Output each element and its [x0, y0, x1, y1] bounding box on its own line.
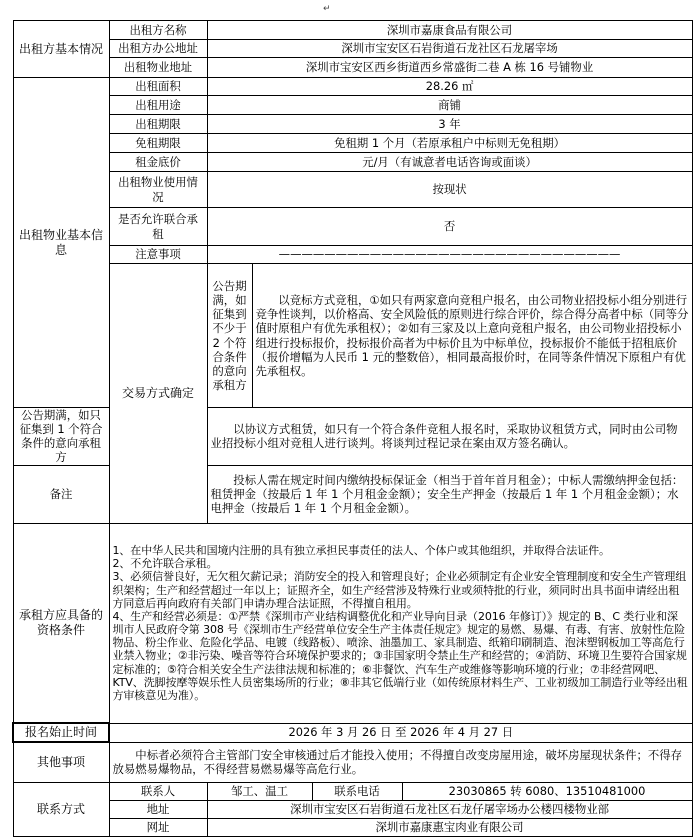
paragraph-mark: ↵ — [323, 4, 331, 14]
section-property-info: 出租物业基本信息 — [13, 78, 109, 408]
other-matters-label: 其他事项 — [13, 742, 109, 782]
contact-person-label: 联系人 — [109, 782, 207, 800]
base-rent-value: 元/月（有诚意者电话咨询或面谈） — [207, 153, 692, 172]
notes-value: —————————————————————————————— — [207, 246, 692, 264]
section-transaction-method: 交易方式确定 — [109, 264, 207, 524]
term-value: 3 年 — [207, 115, 692, 134]
usage-status-value: 按现状 — [207, 172, 692, 208]
notes-label: 注意事项 — [109, 246, 207, 264]
contact-address-value: 深圳市宝安区石岩街道石龙社区石龙仔屠宰场办公楼四楼物业部 — [207, 800, 692, 818]
rent-free-value: 免租期 1 个月（若原承租户中标则无免租期） — [207, 134, 692, 153]
public-bid-single-label: 公告期满，如只征集到 1 个符合条件的意向承租方 — [13, 408, 109, 466]
usage-value: 商铺 — [207, 96, 692, 115]
registration-period-label: 报名始止时间 — [13, 723, 109, 742]
public-bid-multi-text: 以竞标方式竞租，①如只有两家意向竞租户报名，由公司物业招投标小组分别进行竞争性谈判，以价格高、安全风险低的原则进行综合评价，综合得分高者中标（同等分值时原租户有优先承租权）；②如有三家及以上意向竞租户报名，由公司物业招投标小组进行投标报价，投标报价高者为中标价且为中标单位，投标报价不能低于招租底价（报价增幅为人民币 1 元的整数倍），相同最高报价时，在同等条件情况下原租户有优先承租权。 — [252, 264, 692, 408]
term-label: 出租期限 — [109, 115, 207, 134]
other-matters-text: 中标者必须符合主管部门安全审核通过后才能投入使用；不得擅自改变房屋用途，破坏房屋现状条件；不得存放易燃易爆物品，不得经营易燃易爆等高危行业。 — [109, 742, 692, 782]
lessor-address-value: 深圳市宝安区石岩街道石龙社区石龙屠宰场 — [207, 40, 692, 58]
contact-website-value: 深圳市嘉康惠宝肉业有限公司 — [207, 818, 692, 836]
remarks-label: 备注 — [13, 465, 109, 523]
usage-label: 出租用途 — [109, 96, 207, 115]
lease-info-table — [12, 20, 693, 837]
contact-website-label: 网址 — [109, 818, 207, 836]
property-address-label: 出租物业地址 — [109, 58, 207, 78]
property-address-value: 深圳市宝安区西乡街道西乡常盛街二巷 A 栋 16 号铺物业 — [207, 58, 692, 78]
contact-phone-value: 23030865 转 6080、13510481000 — [402, 782, 692, 800]
base-rent-label: 租金底价 — [109, 153, 207, 172]
section-lessor-info: 出租方基本情况 — [13, 21, 109, 78]
lessor-address-label: 出租方办公地址 — [109, 40, 207, 58]
contact-address-label: 地址 — [109, 800, 207, 818]
qualification-item: 1、在中华人民共和国境内注册的具有独立承担民事责任的法人、个体户或其他组织，并取得合法证件。 — [112, 543, 610, 557]
qualification-list — [109, 523, 692, 723]
lessor-name-value: 深圳市嘉康食品有限公司 — [207, 21, 692, 40]
usage-status-label: 出租物业使用情况 — [109, 172, 207, 208]
joint-bid-value: 否 — [207, 208, 692, 246]
contact-phone-label: 联系电话 — [312, 782, 402, 800]
qualification-item: 3、必须信誉良好，无欠租欠薪记录；消防安全的投入和管理良好；企业必须制定有企业安全管理制度和安全生产管理组织架构；生产和经营超过一年以上；证照齐全，如生产经营涉及特殊行业或须特批的行业，须同时出具书面申请经出租方同意后再向政府有关部门申请办理合法证照，不得擅自租用。 — [112, 570, 687, 610]
area-label: 出租面积 — [109, 78, 207, 96]
public-bid-multi-label: 公告期满，如征集到不少于 2 个符合条件的意向承租方 — [207, 264, 252, 408]
area-value: 28.26 ㎡ — [207, 78, 692, 96]
joint-bid-label: 是否允许联合承租 — [109, 208, 207, 246]
section-contact: 联系方式 — [13, 782, 109, 836]
qualification-item: 2、不允许联合承租。 — [112, 557, 218, 571]
contact-person-value: 邹工、温工 — [207, 782, 312, 800]
registration-period-value: 2026 年 3 月 26 日 至 2026 年 4 月 27 日 — [109, 723, 692, 742]
public-bid-single-text: 以协议方式租赁，如只有一个符合条件竞租人报名时，采取协议租赁方式，同时由公司物业招投标小组对竞租人进行谈判。将谈判过程记录在案由双方签名确认。 — [207, 408, 692, 466]
qualification-item: 4、生产和经营必须是：①严禁《深圳市产业结构调整优化和产业导向目录（2016 年修订）》规定的 B、C 类行业和深圳市人民政府令第 308 号《深圳市生产经营单位安全生产主体责任规定》规定的易燃、易爆、有毒、有害、放射性危险物品、粉尘作业、危险化学品、电镀（线路板）、喷涂、油墨加工、家具制造、纸箱印刷制造、泡沫塑钢板加工等高危行业禁入物业；②非污染、噪音等符合环境保护要求的；③非国家明令禁止生产和经营的；④消防、环境卫生要符合国家规定标准的；⑤符合相关安全生产法律法规和标准的；⑥非餐饮、汽车生产或维修等影响环境的行业；⑦非经营网吧、KTV、洗脚按摩等娱乐性人员密集场所的行业；⑧非其它低端行业（如传统原材料生产、工业初级加工制造行业等经出租方审核意见为准）。 — [112, 609, 688, 702]
section-qualifications: 承租方应具备的资格条件 — [13, 523, 109, 723]
rent-free-label: 免租期限 — [109, 134, 207, 153]
remarks-text: 投标人需在规定时间内缴纳投标保证金（相当于首年首月租金）；中标人需缴纳押金包括：租赁押金（按最后 1 年 1 个月租金金额）；安全生产押金（按最后 1 年 1 个月租金金额）；水电押金（按最后 1 年 1 个月租金金额）。 — [207, 465, 692, 523]
lessor-name-label: 出租方名称 — [109, 21, 207, 40]
